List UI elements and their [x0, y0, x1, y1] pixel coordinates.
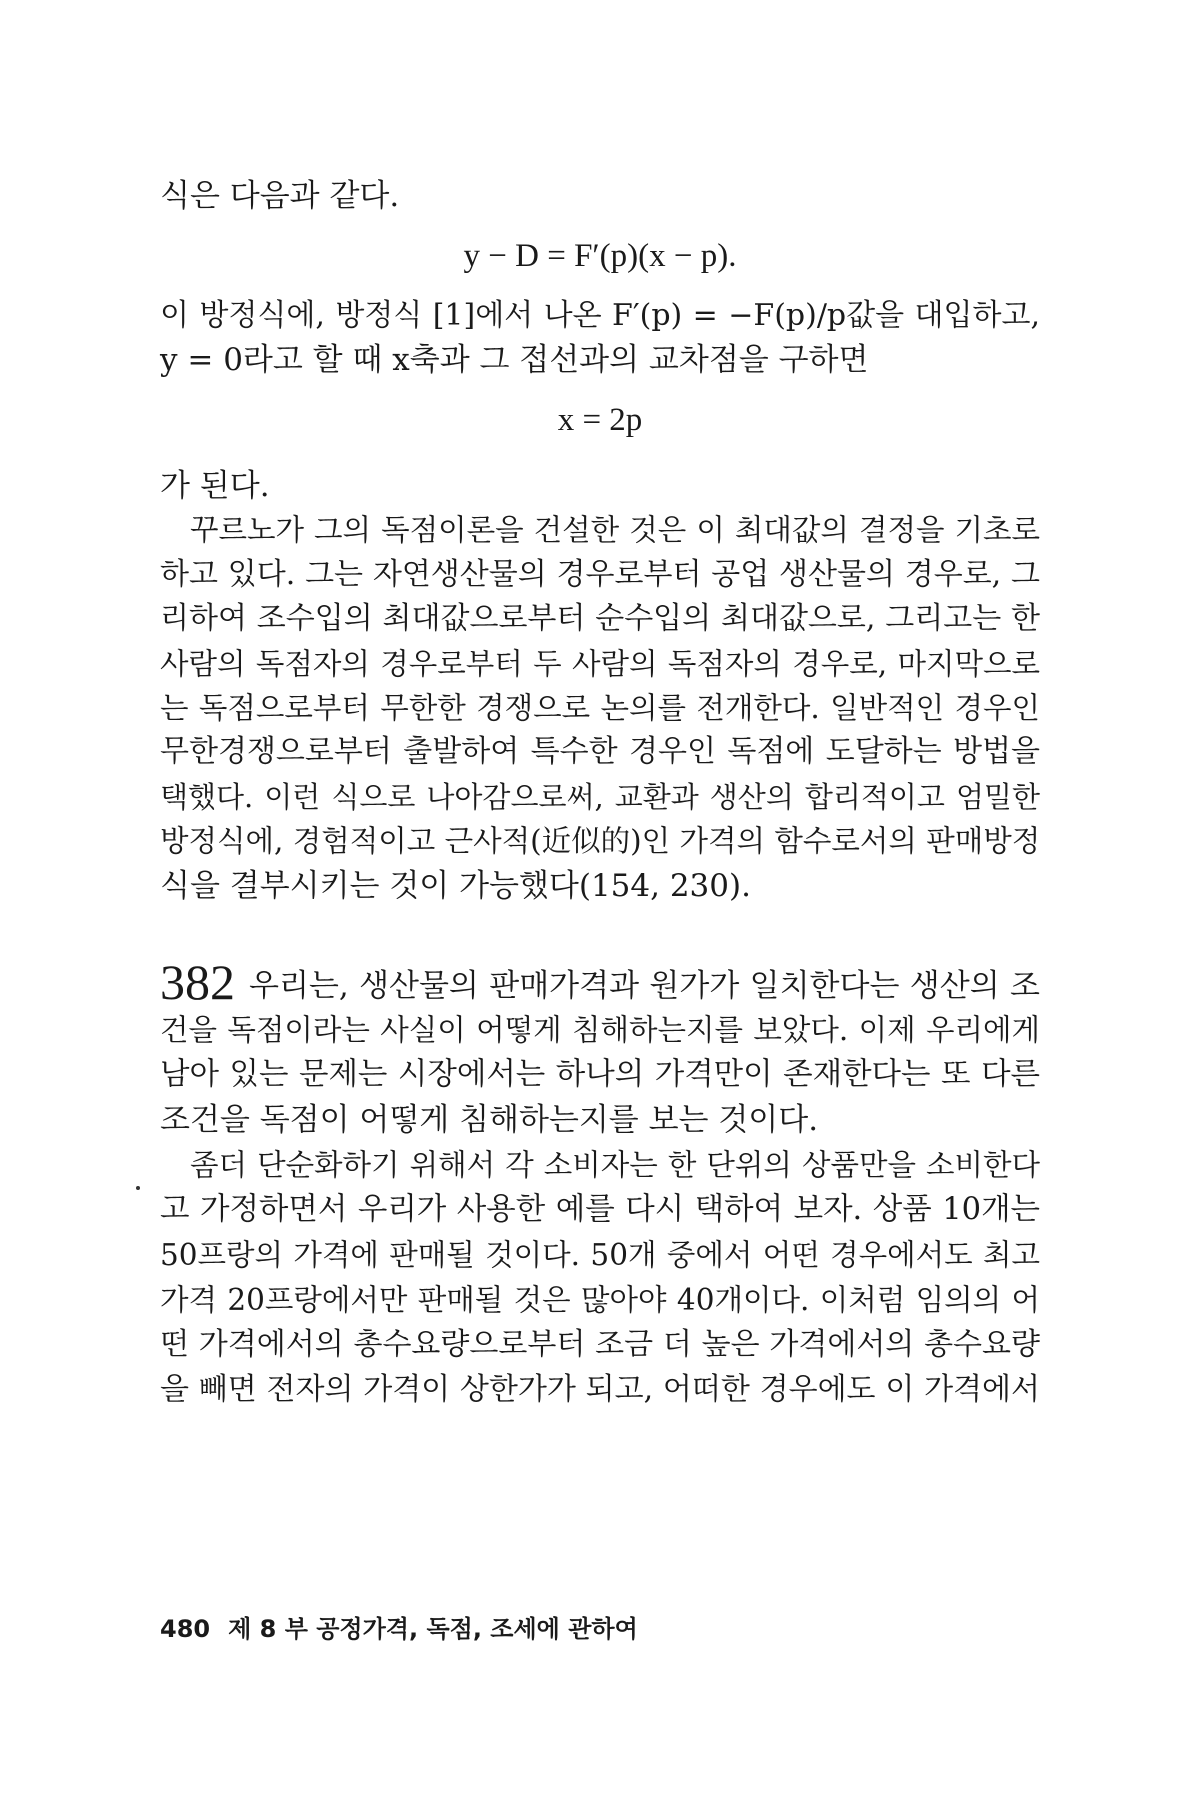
equation: x = 2p: [557, 402, 643, 438]
text-line: 사람의 독점자의 경우로부터 두 사람의 독점자의 경우로, 마지막으로: [160, 647, 1040, 681]
text-line: 택했다. 이런 식으로 나아감으로써, 교환과 생산의 합리적이고 엄밀한: [160, 780, 1040, 814]
text-line: 떤 가격에서의 총수요량으로부터 조금 더 높은 가격에서의 총수요량: [160, 1327, 1040, 1362]
text-line: 50프랑의 가격에 판매될 것이다. 50개 중에서 어떤 경우에서도 최고: [160, 1238, 1040, 1272]
text-line: 무한경쟁으로부터 출발하여 특수한 경우인 독점에 도달하는 방법을: [160, 734, 1040, 769]
text-line: 방정식에, 경험적이고 근사적(近似的)인 가격의 함수로서의 판매방정: [160, 824, 1041, 858]
text-line: 건을 독점이라는 사실이 어떻게 침해하는지를 보았다. 이제 우리에게: [160, 1013, 1040, 1047]
margin-mark: [136, 1186, 140, 1190]
text-line: 을 빼면 전자의 가격이 상한가가 되고, 어떠한 경우에도 이 가격에서: [160, 1372, 1040, 1407]
running-head: 제 8 부 공정가격, 독점, 조세에 관하여: [228, 1615, 638, 1643]
paragraph-first-line: 꾸르노가 그의 독점이론을 건설한 것은 이 최대값의 결정을 기초로: [190, 513, 1040, 547]
text-line: 하고 있다. 그는 자연생산물의 경우로부터 공업 생산물의 경우로, 그: [160, 557, 1040, 592]
text-line: 는 독점으로부터 무한한 경쟁으로 논의를 전개한다. 일반적인 경우인: [160, 691, 1040, 725]
text-line: 식을 결부시키는 것이 가능했다(154, 230).: [160, 868, 751, 904]
text-line: 고 가정하면서 우리가 사용한 예를 다시 택하여 보자. 상품 10개는: [160, 1192, 1040, 1227]
section-first-line: [160, 954, 1040, 1010]
paragraph-first-line: 좀더 단순화하기 위해서 각 소비자는 한 단위의 상품만을 소비한다: [190, 1148, 1040, 1182]
text-line: 가 된다.: [160, 468, 270, 504]
text-line: 이 방정식에, 방정식 [1]에서 나온 F′(p) = −F(p)/p값을 대입하고,: [160, 298, 1040, 333]
page-number: 480: [160, 1615, 211, 1643]
text-line: 조건을 독점이 어떻게 침해하는지를 보는 것이다.: [160, 1102, 819, 1138]
section-number: 382: [160, 954, 235, 1010]
text-line: 리하여 조수입의 최대값으로부터 순수입의 최대값으로, 그리고는 한: [160, 601, 1040, 636]
page-footer: [160, 1614, 860, 1644]
text-line: 식은 다음과 같다.: [160, 178, 400, 214]
equation: y − D = F′(p)(x − p).: [463, 238, 737, 274]
section-first-text: 우리는, 생산물의 판매가격과 원가가 일치한다는 생산의 조: [249, 968, 1040, 1004]
text-line: 남아 있는 문제는 시장에서는 하나의 가격만이 존재한다는 또 다른: [160, 1057, 1040, 1092]
text-line: y = 0라고 할 때 x축과 그 접선과의 교차점을 구하면: [160, 342, 869, 378]
text-line: 가격 20프랑에서만 판매될 것은 많아야 40개이다. 이처럼 임의의 어: [160, 1283, 1040, 1317]
